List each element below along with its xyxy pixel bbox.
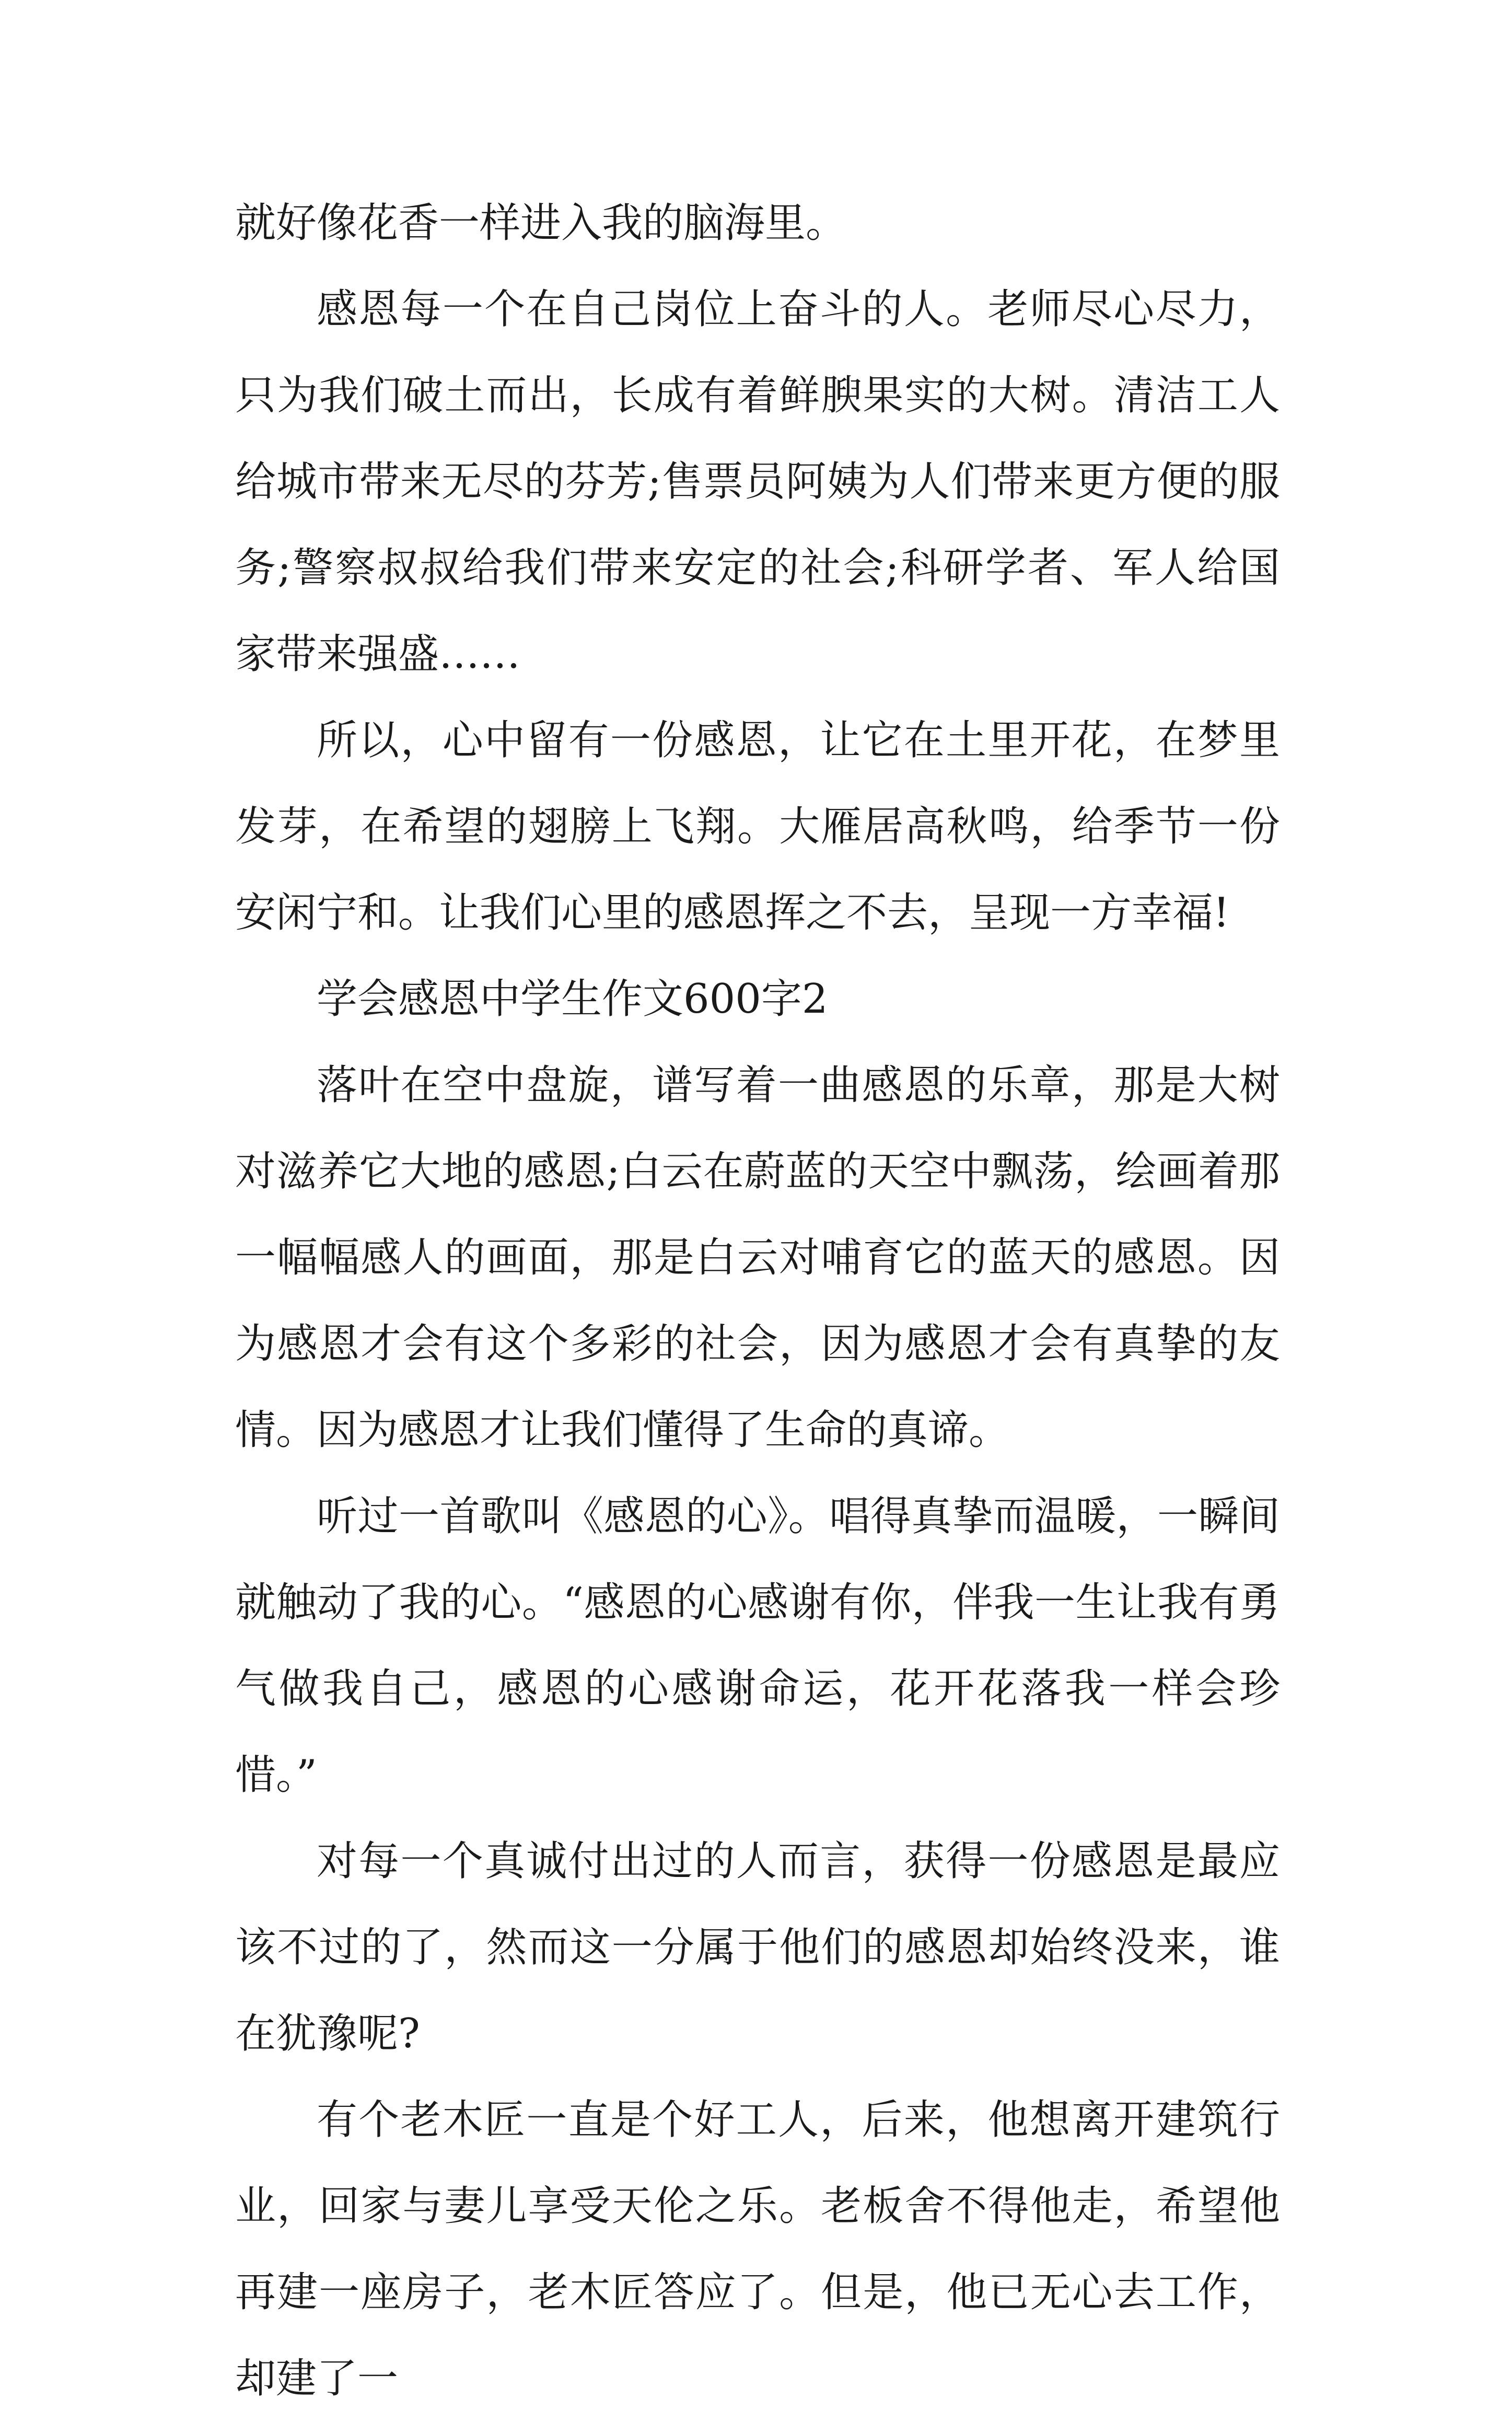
paragraph-hesitation: 对每一个真诚付出过的人而言，获得一份感恩是最应该不过的了，然而这一分属于他们的感恩却始终没来，谁在犹豫呢? bbox=[235, 1838, 1280, 2057]
paragraph-carpenter: 有个老木匠一直是个好工人，后来，他想离开建筑行业，回家与妻儿享受天伦之乐。老板舍不得他走，希望他再建一座房子，老木匠答应了。但是，他已无心去工作，却建了一 bbox=[235, 2096, 1280, 2402]
paragraph-song: 听过一首歌叫《感恩的心》。唱得真挚而温暖，一瞬间就触动了我的心。“感恩的心感谢有你，伴我一生让我有勇气做我自己，感恩的心感谢命运，花开花落我一样会珍惜。” bbox=[235, 1493, 1280, 1799]
paragraph-conclusion: 所以，心中留有一份感恩，让它在土里开花，在梦里发芽，在希望的翅膀上飞翔。大雁居高秋鸣，给季节一份安闲宁和。让我们心里的感恩挥之不去，呈现一方幸福! bbox=[235, 717, 1280, 936]
essay-heading: 学会感恩中学生作文600字2 bbox=[317, 976, 828, 1023]
paragraph-gratitude-workers: 感恩每一个在自己岗位上奋斗的人。老师尽心尽力，只为我们破土而出，长成有着鲜腴果实的大树。清洁工人给城市带来无尽的芬芳;售票员阿姨为人们带来更方便的服务;警察叔叔给我们带来安定的社会;科研学者、军人给国家带来强盛…… bbox=[235, 286, 1280, 678]
paragraph-continuation: 就好像花香一样进入我的脑海里。 bbox=[235, 200, 847, 247]
paragraph-leaves-clouds: 落叶在空中盘旋，谱写着一曲感恩的乐章，那是大树对滋养它大地的感恩;白云在蔚蓝的天空中飘荡，绘画着那一幅幅感人的画面，那是白云对哺育它的蓝天的感恩。因为感恩才会有这个多彩的社会，因为感恩才会有真挚的友情。因为感恩才让我们懂得了生命的真谛。 bbox=[235, 1062, 1280, 1454]
document-page bbox=[235, 180, 1280, 2422]
